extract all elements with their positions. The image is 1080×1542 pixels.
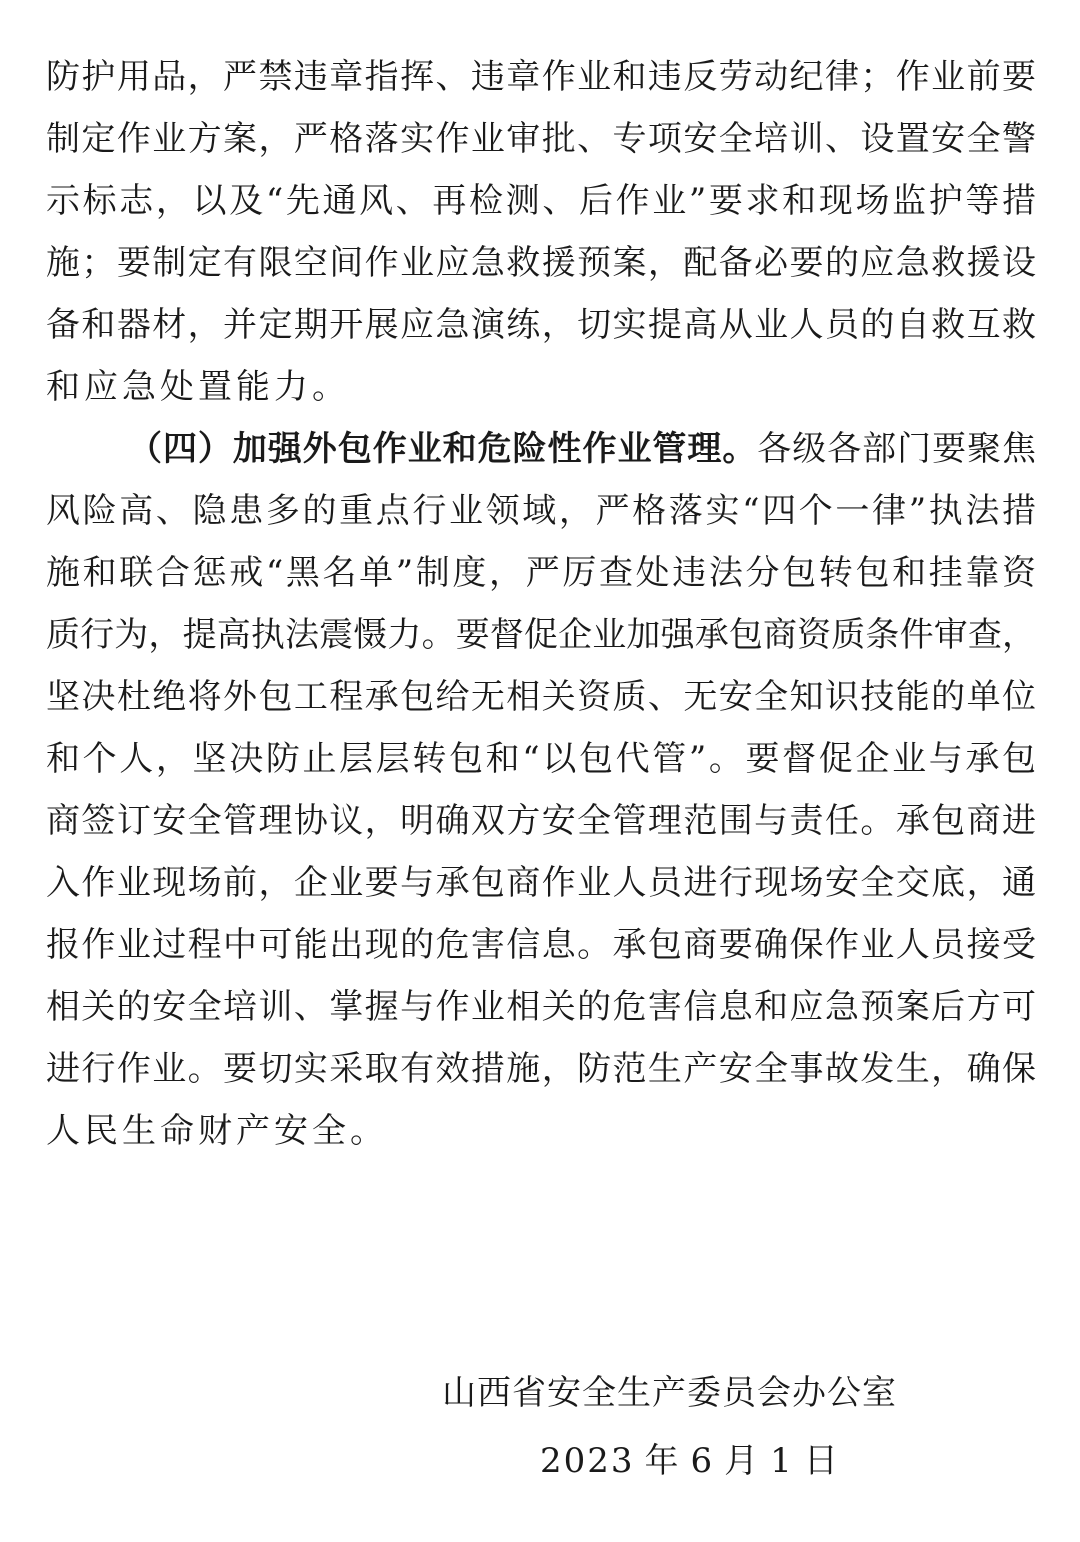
paragraph-2-line-2: 风险高、隐患多的重点行业领域，严格落实“四个一律”执法措	[46, 491, 1036, 531]
paragraph-2-line-5: 坚决杜绝将外包工程承包给无相关资质、无安全知识技能的单位	[46, 677, 1036, 717]
paragraph-2-first-line-rest: 各级各部门要聚焦	[757, 429, 1037, 469]
paragraph-1-line-2: 制定作业方案，严格落实作业审批、专项安全培训、设置安全警	[46, 119, 1036, 159]
paragraph-1-line-4: 施；要制定有限空间作业应急救援预案，配备必要的应急救援设	[46, 243, 1036, 283]
paragraph-2-line-6: 和个人，坚决防止层层转包和“以包代管”。要督促企业与承包	[46, 739, 1036, 779]
date-day: 1	[770, 1441, 794, 1481]
paragraph-2-line-3: 施和联合惩戒“黑名单”制度，严厉查处违法分包转包和挂靠资	[46, 553, 1036, 593]
date-day-unit: 日	[803, 1441, 840, 1481]
date-month: 6	[690, 1441, 715, 1481]
paragraph-1-line-1: 防护用品，严禁违章指挥、违章作业和违反劳动纪律；作业前要	[46, 57, 1036, 97]
paragraph-1-line-3: 示标志，以及“先通风、再检测、后作业”要求和现场监护等措	[46, 181, 1036, 221]
paragraph-2-line-12: 人民生命财产安全。	[46, 1111, 388, 1151]
paragraph-2-line-7: 商签订安全管理协议，明确双方安全管理范围与责任。承包商进	[46, 801, 1036, 841]
issue-date	[540, 1436, 850, 1486]
paragraph-2-line-9: 报作业过程中可能出现的危害信息。承包商要确保作业人员接受	[46, 925, 1036, 965]
paragraph-2-line-11: 进行作业。要切实采取有效措施，防范生产安全事故发生，确保	[46, 1049, 1036, 1089]
date-year-unit: 年	[644, 1441, 681, 1481]
paragraph-2-first-line	[46, 418, 1036, 480]
date-year: 2023	[540, 1441, 635, 1481]
document-body	[46, 46, 1036, 1162]
issuing-organization: 山西省安全生产委员会办公室	[442, 1373, 897, 1413]
date-month-unit: 月	[724, 1441, 761, 1481]
paragraph-2-line-4: 质行为，提高执法震慑力。要督促企业加强承包商资质条件审查，	[46, 615, 1036, 655]
paragraph-2-line-10: 相关的安全培训、掌握与作业相关的危害信息和应急预案后方可	[46, 987, 1036, 1027]
paragraph-1-line-5: 备和器材，并定期开展应急演练，切实提高从业人员的自救互救	[46, 305, 1036, 345]
section-heading: （四）加强外包作业和危险性作业管理。	[128, 429, 758, 469]
paragraph-2-line-8: 入作业现场前，企业要与承包商作业人员进行现场安全交底，通	[46, 863, 1036, 903]
paragraph-1-line-6: 和应急处置能力。	[46, 367, 350, 407]
